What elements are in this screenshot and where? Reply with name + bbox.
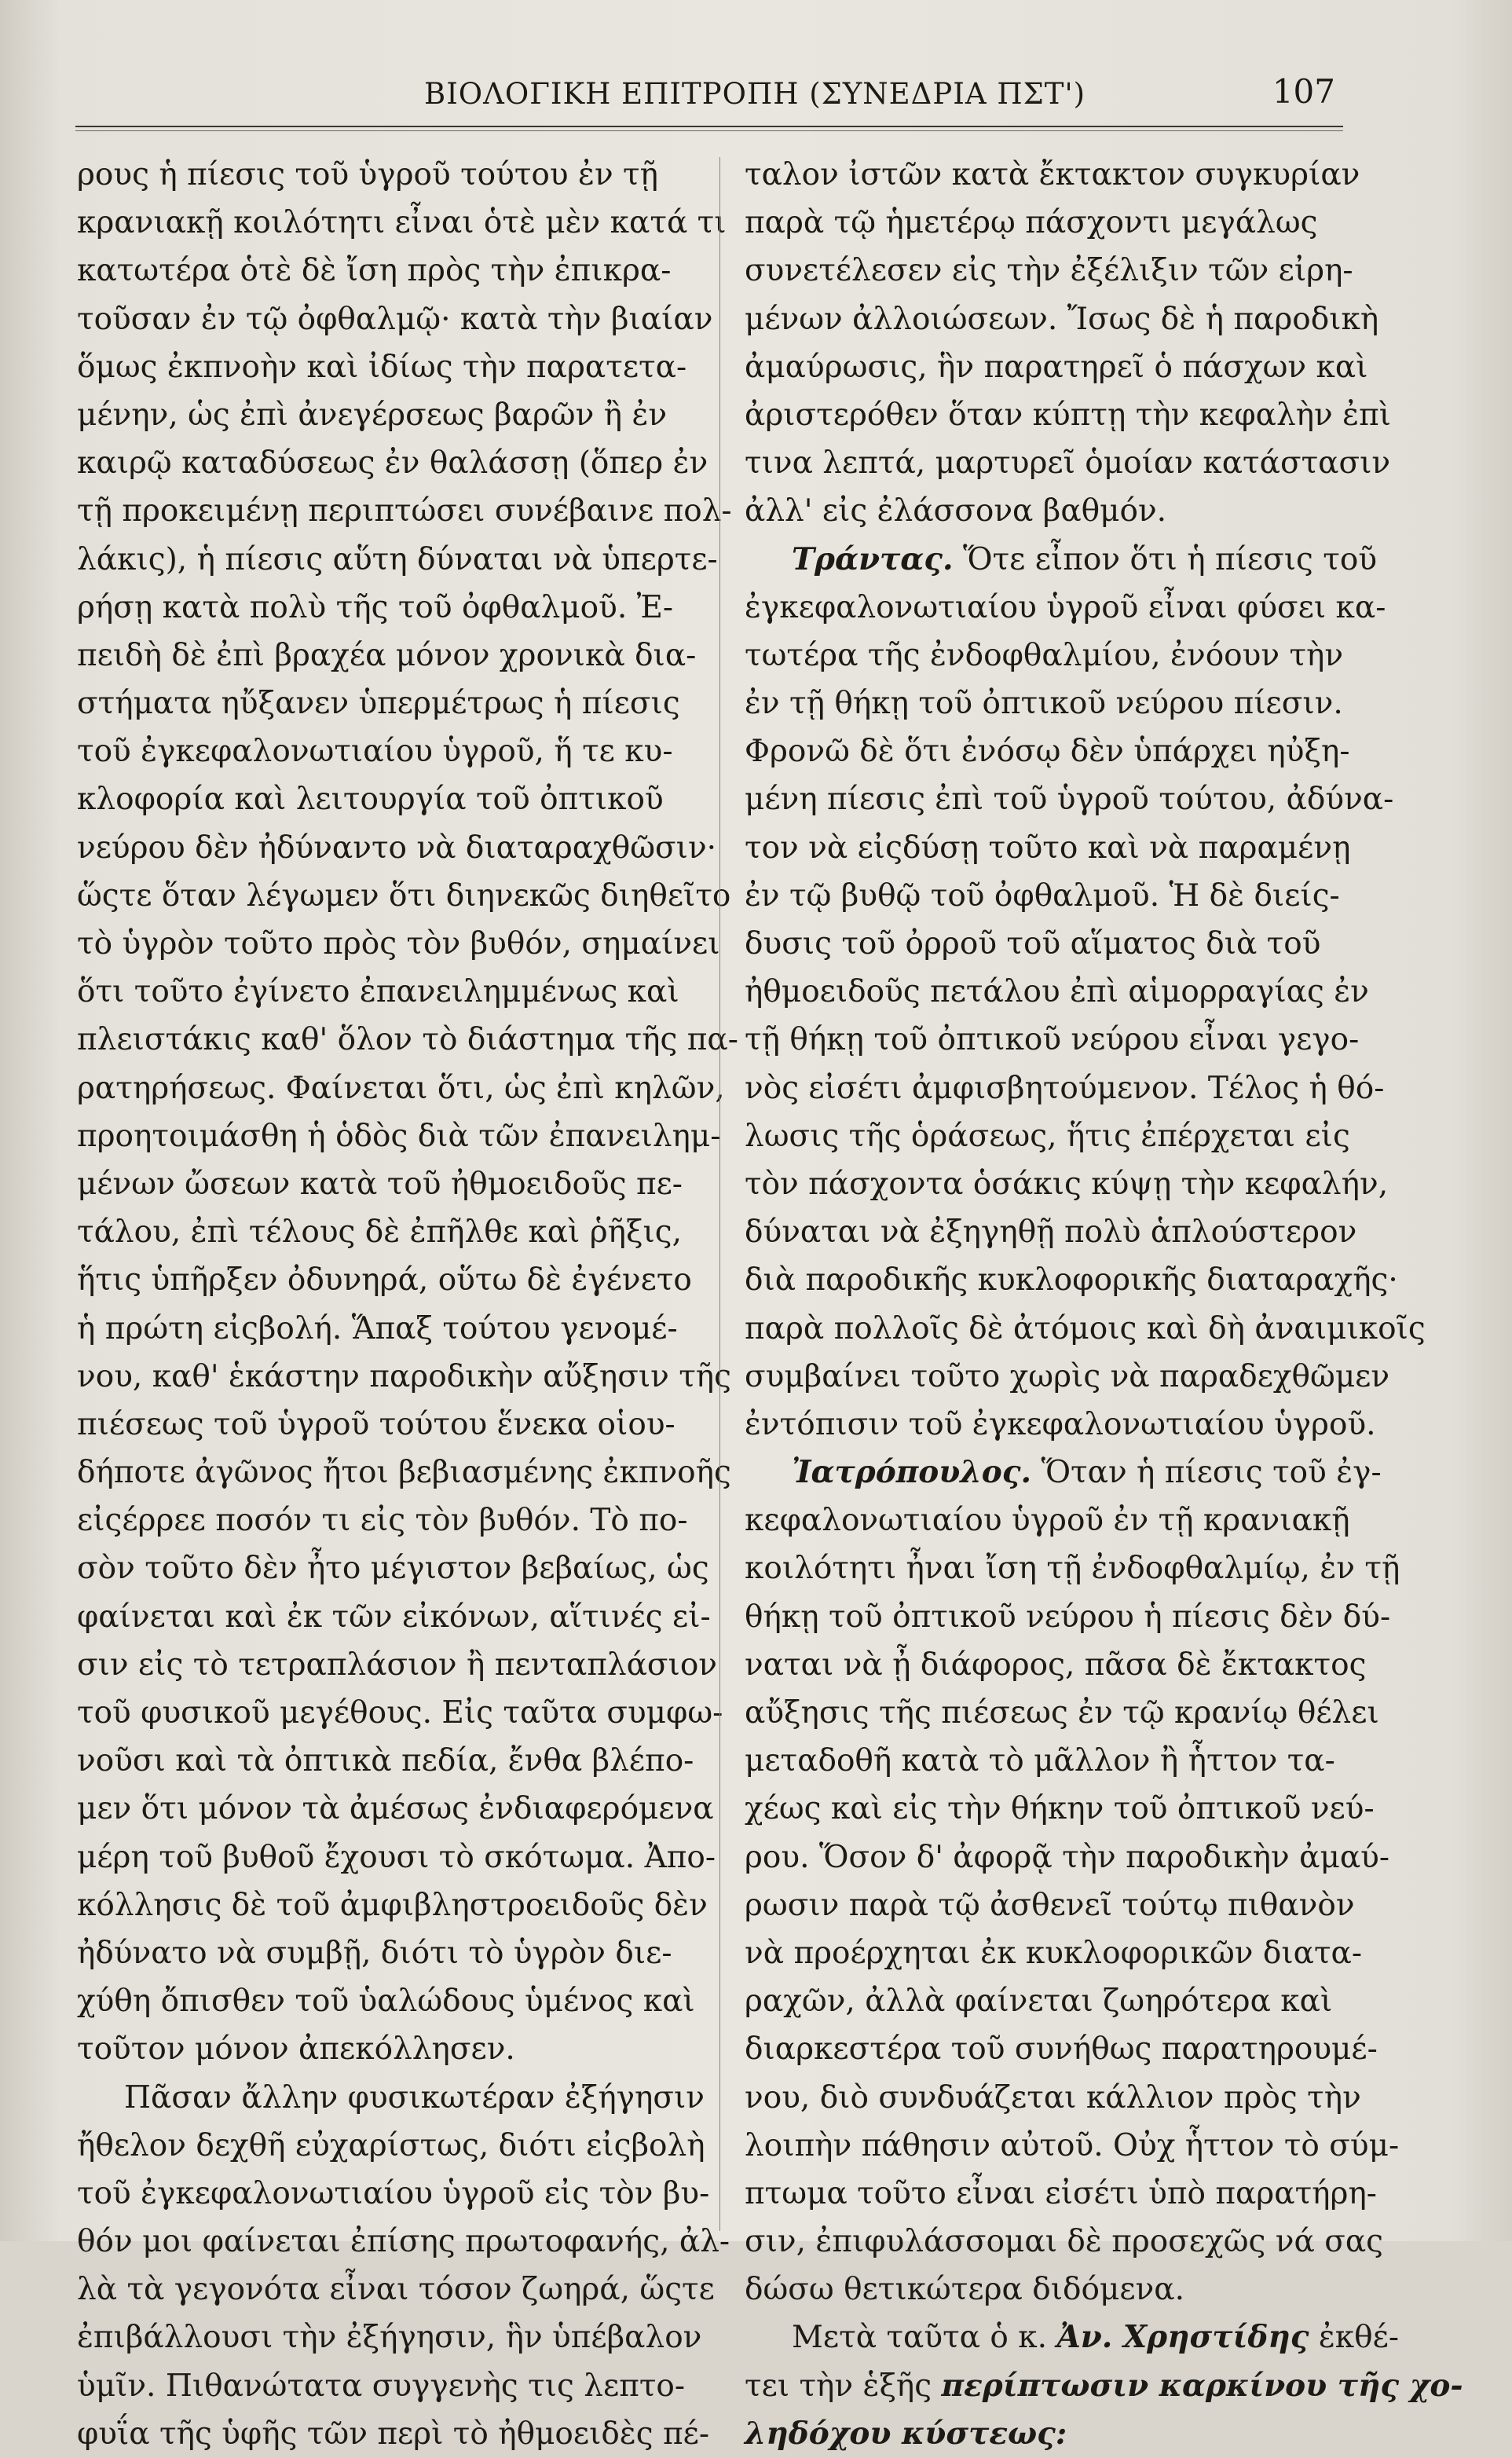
text-line: νου, διὸ συνδυάζεται κάλλιον πρὸς τὴν (745, 2079, 1361, 2115)
text-line: διαρκεστέρα τοῦ συνήθως παρατηρουμέ- (745, 2031, 1378, 2068)
text-line: ρου. Ὅσον δ' ἀφορᾷ τὴν παροδικὴν ἀμαύ- (745, 1839, 1390, 1875)
text-line: ἐγκεφαλονωτιαίου ὑγροῦ εἶναι φύσει κα- (745, 589, 1386, 625)
column-divider (719, 157, 720, 2231)
text-line: πτωμα τοῦτο εἶναι εἰσέτι ὑπὸ παρατήρη- (745, 2175, 1377, 2211)
text-line: τοῦ ἐγκεφαλονωτιαίου ὑγροῦ, ἥ τε κυ- (77, 734, 673, 770)
text-line: ἐν τῇ θήκῃ τοῦ ὀπτικοῦ νεύρου πίεσιν. (745, 686, 1343, 722)
text-line: τοῦ φυσικοῦ μεγέθους. Εἰς ταῦτα συμφω- (77, 1695, 723, 1731)
text-line: μένην, ὡς ἐπὶ ἀνεγέρσεως βαρῶν ἢ ἐν (77, 397, 668, 433)
text-line: ὑμῖν. Πιθανώτατα συγγενὴς τις λεπτο- (77, 2368, 686, 2404)
text-line: ταλον ἰστῶν κατὰ ἔκτακτον συγκυρίαν (745, 157, 1360, 192)
text-fragment: τει τὴν ἑξῆς (745, 2368, 932, 2404)
page-header (79, 69, 1343, 124)
text-line: τοῦ ἐγκεφαλονωτιαίου ὑγροῦ εἰς τὸν βυ- (77, 2175, 710, 2211)
right-column (745, 151, 1463, 2458)
text-line: τῇ θήκῃ τοῦ ὀπτικοῦ νεύρου εἶναι γεγο- (745, 1022, 1360, 1058)
text-line: εἰςέρρεε ποσόν τι εἰς τὸν βυθόν. Τὸ πο- (77, 1503, 688, 1539)
text-line: ρους ἡ πίεσις τοῦ ὑγροῦ τούτου ἐν τῇ (77, 157, 658, 192)
text-line: ἤθελον δεχθῆ εὐχαρίστως, διότι εἰςβολὴ (77, 2127, 705, 2163)
text-line: ἐπιβάλλουσι τὴν ἐξήγησιν, ἣν ὑπέβαλον (77, 2320, 702, 2356)
text-line: προητοιμάσθη ἡ ὁδὸς διὰ τῶν ἐπανειλημ- (77, 1118, 721, 1154)
text-line: ἀριστερόθεν ὅταν κύπτῃ τὴν κεφαλὴν ἐπὶ (745, 397, 1392, 433)
text-line: τὸν πάσχοντα ὁσάκις κύψῃ τὴν κεφαλήν, (745, 1166, 1389, 1202)
text-line: κρανιακῇ κοιλότητι εἶναι ὁτὲ μὲν κατά τι (77, 205, 727, 241)
text-line: νοῦσι καὶ τὰ ὀπτικὰ πεδία, ἔνθα βλέπο- (77, 1743, 694, 1779)
speaker-name: Τράντας. (792, 540, 954, 577)
text-line: σιν, ἐπιφυλάσσομαι δὲ προσεχῶς νά σας (745, 2224, 1384, 2260)
page-number: 107 (1272, 72, 1335, 111)
text-line: ἐν τῷ βυθῷ τοῦ ὀφθαλμοῦ. Ἡ δὲ διείς- (745, 877, 1340, 914)
text-line: νου, καθ' ἑκάστην παροδικὴν αὔξησιν τῆς (77, 1358, 731, 1394)
text-line: παρὰ τῷ ἡμετέρῳ πάσχοντι μεγάλως (745, 205, 1318, 241)
speaker-name: Ἰατρόπουλος. (792, 1454, 1032, 1491)
text-fragment: Μετὰ ταῦτα ὁ κ. (792, 2320, 1048, 2356)
text-line: ναται νὰ ᾖ διάφορος, πᾶσα δὲ ἔκτακτος (745, 1647, 1367, 1683)
text-line: πλειστάκις καθ' ὅλον τὸ διάστημα τῆς πα- (77, 1022, 738, 1058)
text-line: συνετέλεσεν εἰς τὴν ἐξέλιξιν τῶν εἰρη- (745, 253, 1353, 289)
text-line: φαίνεται καὶ ἐκ τῶν εἰκόνων, αἵτινές εἰ- (77, 1599, 711, 1635)
text-line: κλοφορία καὶ λειτουργία τοῦ ὀπτικοῦ (77, 782, 664, 818)
text-line: ἐντόπισιν τοῦ ἐγκεφαλονωτιαίου ὑγροῦ. (745, 1406, 1376, 1442)
text-line: στήματα ηὔξανεν ὑπερμέτρως ἡ πίεσις (77, 686, 680, 722)
text-line: σὸν τοῦτο δὲν ἦτο μέγιστον βεβαίως, ὡς (77, 1551, 709, 1587)
text-line: κόλλησις δὲ τοῦ ἀμφιβληστροειδοῦς δὲν (77, 1887, 708, 1923)
text-line (745, 1449, 1382, 1496)
text-line: ρατηρήσεως. Φαίνεται ὅτι, ὡς ἐπὶ κηλῶν, (77, 1070, 725, 1106)
text-fragment: Ὅτε εἶπον ὅτι ἡ πίεσις τοῦ (963, 541, 1378, 577)
text-line: μένων ὤσεων κατὰ τοῦ ἠθμοειδοῦς πε- (77, 1166, 683, 1202)
text-line: ρήσῃ κατὰ πολὺ τῆς τοῦ ὀφθαλμοῦ. Ἐ- (77, 589, 674, 625)
text-line: παρὰ πολλοῖς δὲ ἀτόμοις καὶ δὴ ἀναιμικοῖς (745, 1310, 1426, 1346)
text-line: αὔξησις τῆς πιέσεως ἐν τῷ κρανίῳ θέλει (745, 1695, 1379, 1731)
text-line: λάκις), ἡ πίεσις αὕτη δύναται νὰ ὑπερτε- (77, 541, 718, 577)
text-line: χύθη ὄπισθεν τοῦ ὑαλώδους ὑμένος καὶ (77, 1984, 695, 2020)
text-line: ὅμως ἐκπνοὴν καὶ ἰδίως τὴν παρατετα- (77, 349, 687, 385)
text-line: ὅτι τοῦτο ἐγίνετο ἐπανειλημμένως καὶ (77, 974, 679, 1010)
text-line: λὰ τὰ γεγονότα εἶναι τόσον ζωηρά, ὥςτε (77, 2272, 715, 2308)
text-line: κατωτέρα ὁτὲ δὲ ἴση πρὸς τὴν ἐπικρα- (77, 253, 672, 289)
text-line: θήκῃ τοῦ ὀπτικοῦ νεύρου ἡ πίεσις δὲν δύ- (745, 1599, 1391, 1635)
text-line: μένη πίεσις ἐπὶ τοῦ ὑγροῦ τούτου, ἀδύνα- (745, 782, 1394, 818)
text-line: ἀλλ' εἰς ἐλάσσονα βαθμόν. (745, 493, 1167, 529)
text-line: καιρῷ καταδύσεως ἐν θαλάσσῃ (ὅπερ ἐν (77, 445, 708, 482)
text-line: Πᾶσαν ἄλλην φυσικωτέραν ἐξήγησιν (124, 2079, 705, 2115)
text-line: ἠθμοειδοῦς πετάλου ἐπὶ αἱμορραγίας ἐν (745, 974, 1369, 1010)
text-line (745, 2362, 1463, 2410)
text-line: ὥςτε ὅταν λέγωμεν ὅτι διηνεκῶς διηθεῖτο (77, 877, 731, 914)
text-line: μένων ἀλλοιώσεων. Ἴσως δὲ ἡ παροδικὴ (745, 301, 1379, 337)
text-line: σιν εἰς τὸ τετραπλάσιον ἢ πενταπλάσιον (77, 1647, 718, 1683)
text-line: χέως καὶ εἰς τὴν θήκην τοῦ ὀπτικοῦ νεύ- (745, 1791, 1375, 1827)
text-line: πιέσεως τοῦ ὑγροῦ τούτου ἕνεκα οἱου- (77, 1406, 675, 1442)
text-line: τοῦτον μόνον ἀπεκόλλησεν. (77, 2031, 515, 2068)
text-line: δήποτε ἀγῶνος ἤτοι βεβιασμένης ἐκπνοῆς (77, 1455, 731, 1491)
case-title: περίπτωσιν καρκίνου τῆς χο- (941, 2367, 1463, 2404)
text-line: τὸ ὑγρὸν τοῦτο πρὸς τὸν βυθόν, σημαίνει (77, 926, 720, 962)
text-fragment: ἐκθέ- (1318, 2320, 1400, 2356)
text-line: ἠδύνατο νὰ συμβῇ, διότι τὸ ὑγρὸν διε- (77, 1935, 672, 1971)
text-line: μεταδοθῆ κατὰ τὸ μᾶλλον ἢ ἧττον τα- (745, 1743, 1335, 1779)
text-line: φυΐα τῆς ὑφῆς τῶν περὶ τὸ ἠθμοειδὲς πέ- (77, 2416, 710, 2452)
text-line: τινα λεπτά, μαρτυρεῖ ὁμοίαν κατάστασιν (745, 445, 1391, 482)
running-head: ΒΙΟΛΟΓΙΚΗ ΕΠΙΤΡΟΠΗ (ΣΥΝΕΔΡΙΑ ΠΣΤ') (424, 77, 1086, 111)
text-line: ἥτις ὑπῆρξεν ὀδυνηρά, οὕτω δὲ ἐγένετο (77, 1262, 692, 1299)
text-line: νὰ προέρχηται ἐκ κυκλοφορικῶν διατα- (745, 1935, 1363, 1971)
header-rule (75, 126, 1343, 127)
text-line: λωσις τῆς ὁράσεως, ἥτις ἐπέρχεται εἰς (745, 1118, 1350, 1154)
text-line: ρωσιν παρὰ τῷ ἀσθενεῖ τούτῳ πιθανὸν (745, 1887, 1355, 1923)
text-line: τον νὰ εἰςδύσῃ τοῦτο καὶ νὰ παραμένῃ (745, 830, 1351, 866)
text-line: τῇ προκειμένῃ περιπτώσει συνέβαινε πολ- (77, 493, 732, 529)
text-line: συμβαίνει τοῦτο χωρὶς νὰ παραδεχθῶμεν (745, 1358, 1390, 1394)
text-line (745, 2313, 1400, 2361)
text-line: λοιπὴν πάθησιν αὐτοῦ. Οὐχ ἧττον τὸ σύμ- (745, 2127, 1400, 2163)
text-fragment: Ὅταν ἡ πίεσις τοῦ ἐγ- (1041, 1455, 1382, 1491)
text-line: τωτέρα τῆς ἐνδοφθαλμίου, ἐνόουν τὴν (745, 637, 1344, 673)
text-line: ἀμαύρωσις, ἣν παρατηρεῖ ὁ πάσχων καὶ (745, 349, 1368, 385)
text-line: τοῦσαν ἐν τῷ ὀφθαλμῷ· κατὰ τὴν βιαίαν (77, 301, 713, 337)
text-line: Φρονῶ δὲ ὅτι ἐνόσῳ δὲν ὑπάρχει ηὐξη- (745, 734, 1350, 770)
text-line: δύναται νὰ ἐξηγηθῇ πολὺ ἁπλούστερον (745, 1214, 1357, 1251)
text-line: κοιλότητι ἦναι ἴση τῇ ἐνδοφθαλμίῳ, ἐν τῇ (745, 1551, 1400, 1587)
text-line: νεύρου δὲν ἠδύναντο νὰ διαταραχθῶσιν· (77, 830, 717, 866)
text-line: πειδὴ δὲ ἐπὶ βραχέα μόνον χρονικὰ δια- (77, 637, 697, 673)
text-line: δώσω θετικώτερα διδόμενα. (745, 2272, 1184, 2308)
text-line: ραχῶν, ἀλλὰ φαίνεται ζωηρότερα καὶ (745, 1984, 1333, 2020)
text-line: θόν μοι φαίνεται ἐπίσης πρωτοφανής, ἀλ- (77, 2224, 730, 2260)
text-line: διὰ παροδικῆς κυκλοφορικῆς διαταραχῆς· (745, 1262, 1398, 1299)
text-line: ληδόχου κύστεως: (745, 2415, 1067, 2452)
text-line: νὸς εἰσέτι ἀμφισβητούμενον. Τέλος ἡ θό- (745, 1070, 1385, 1106)
text-line (745, 536, 1378, 584)
left-column (77, 151, 738, 2458)
text-line: ἡ πρώτη εἰςβολή. Ἅπαξ τούτου γενομέ- (77, 1310, 678, 1346)
text-line: μεν ὅτι μόνον τὰ ἀμέσως ἐνδιαφερόμενα (77, 1791, 714, 1827)
header-rule-thin (75, 130, 1343, 131)
text-line: κεφαλονωτιαίου ὑγροῦ ἐν τῇ κρανιακῇ (745, 1503, 1350, 1539)
text-line: μέρη τοῦ βυθοῦ ἔχουσι τὸ σκότωμα. Ἀπο- (77, 1839, 716, 1875)
text-line: τάλου, ἐπὶ τέλους δὲ ἐπῆλθε καὶ ῥῆξις, (77, 1214, 683, 1251)
speaker-name: Ἀν. Χρηστίδης (1056, 2319, 1309, 2356)
text-line: δυσις τοῦ ὀρροῦ τοῦ αἵματος διὰ τοῦ (745, 926, 1321, 962)
